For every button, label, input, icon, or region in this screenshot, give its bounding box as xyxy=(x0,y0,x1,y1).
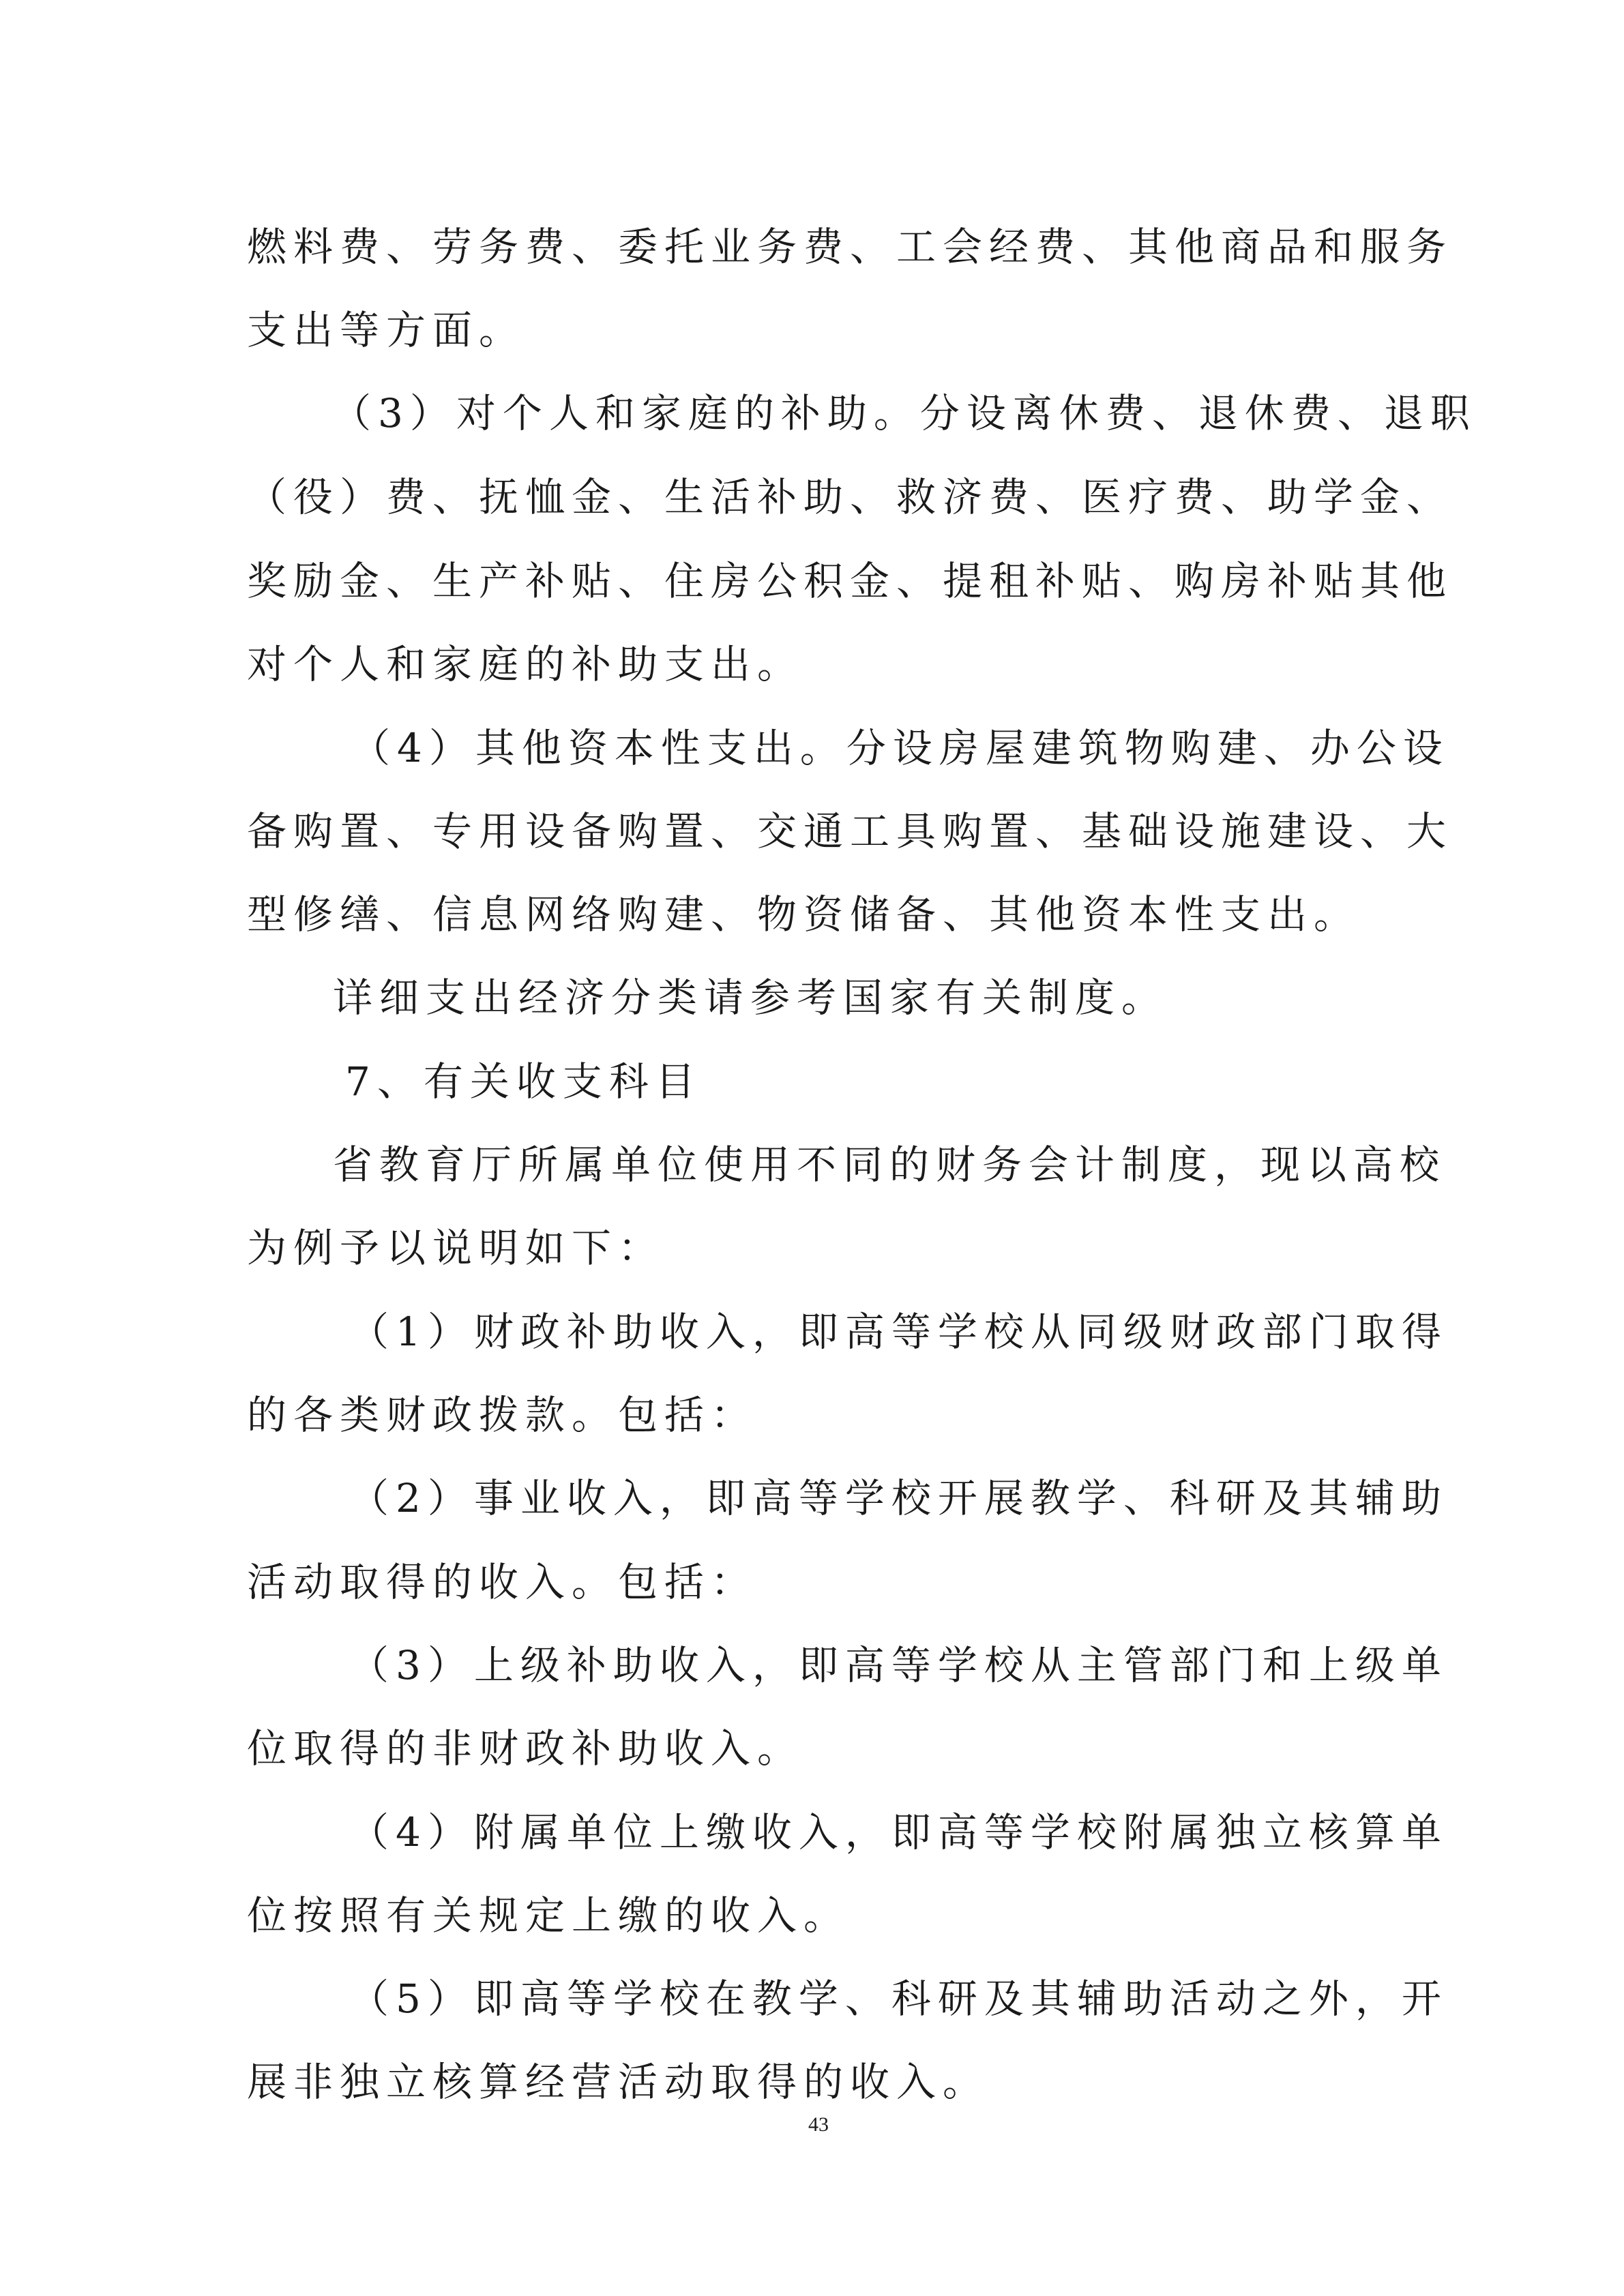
text-line-20: （4）附属单位上缴收入，即高等学校附属独立核算单 xyxy=(349,1809,1448,1855)
text-line-7: （4）其他资本性支出。分设房屋建筑物购建、办公设 xyxy=(351,725,1449,771)
text-line-4: （役）费、抚恤金、生活补助、救济费、医疗费、助学金、 xyxy=(247,474,1453,520)
text-line-17: 活动取得的收入。包括： xyxy=(247,1559,758,1605)
page-number: 43 xyxy=(808,2113,829,2136)
text-line-8: 备购置、专用设备购置、交通工具购置、基础设施建设、大 xyxy=(247,808,1453,854)
text-line-21: 位按照有关规定上缴的收入。 xyxy=(247,1892,851,1939)
text-line-12: 省教育厅所属单位使用不同的财务会计制度，现以高校 xyxy=(333,1142,1447,1188)
text-line-19: 位取得的非财政补助收入。 xyxy=(247,1725,804,1772)
text-line-6: 对个人和家庭的补助支出。 xyxy=(247,641,804,687)
text-line-10: 详细支出经济分类请参考国家有关制度。 xyxy=(333,974,1168,1021)
text-line-13: 为例予以说明如下： xyxy=(247,1225,665,1271)
text-line-9: 型修缮、信息网络购建、物资储备、其他资本性支出。 xyxy=(247,891,1361,938)
text-line-1: 燃料费、劳务费、委托业务费、工会经费、其他商品和服务 xyxy=(247,224,1453,270)
text-line-23: 展非独立核算经营活动取得的收入。 xyxy=(247,2059,990,2105)
text-line-14: （1）财政补助收入，即高等学校从同级财政部门取得 xyxy=(349,1309,1448,1355)
text-line-3: （3）对个人和家庭的补助。分设离休费、退休费、退职 xyxy=(331,390,1477,436)
text-line-22: （5）即高等学校在教学、科研及其辅助活动之外，开 xyxy=(349,1976,1448,2022)
text-line-15: 的各类财政拨款。包括： xyxy=(247,1392,758,1438)
text-line-5: 奖励金、生产补贴、住房公积金、提租补贴、购房补贴其他 xyxy=(247,558,1453,604)
text-line-2: 支出等方面。 xyxy=(247,307,526,353)
text-line-18: （3）上级补助收入，即高等学校从主管部门和上级单 xyxy=(349,1642,1448,1688)
text-line-16: （2）事业收入，即高等学校开展教学、科研及其辅助 xyxy=(349,1475,1448,1521)
text-line-11: 7、有关收支科目 xyxy=(345,1058,702,1105)
